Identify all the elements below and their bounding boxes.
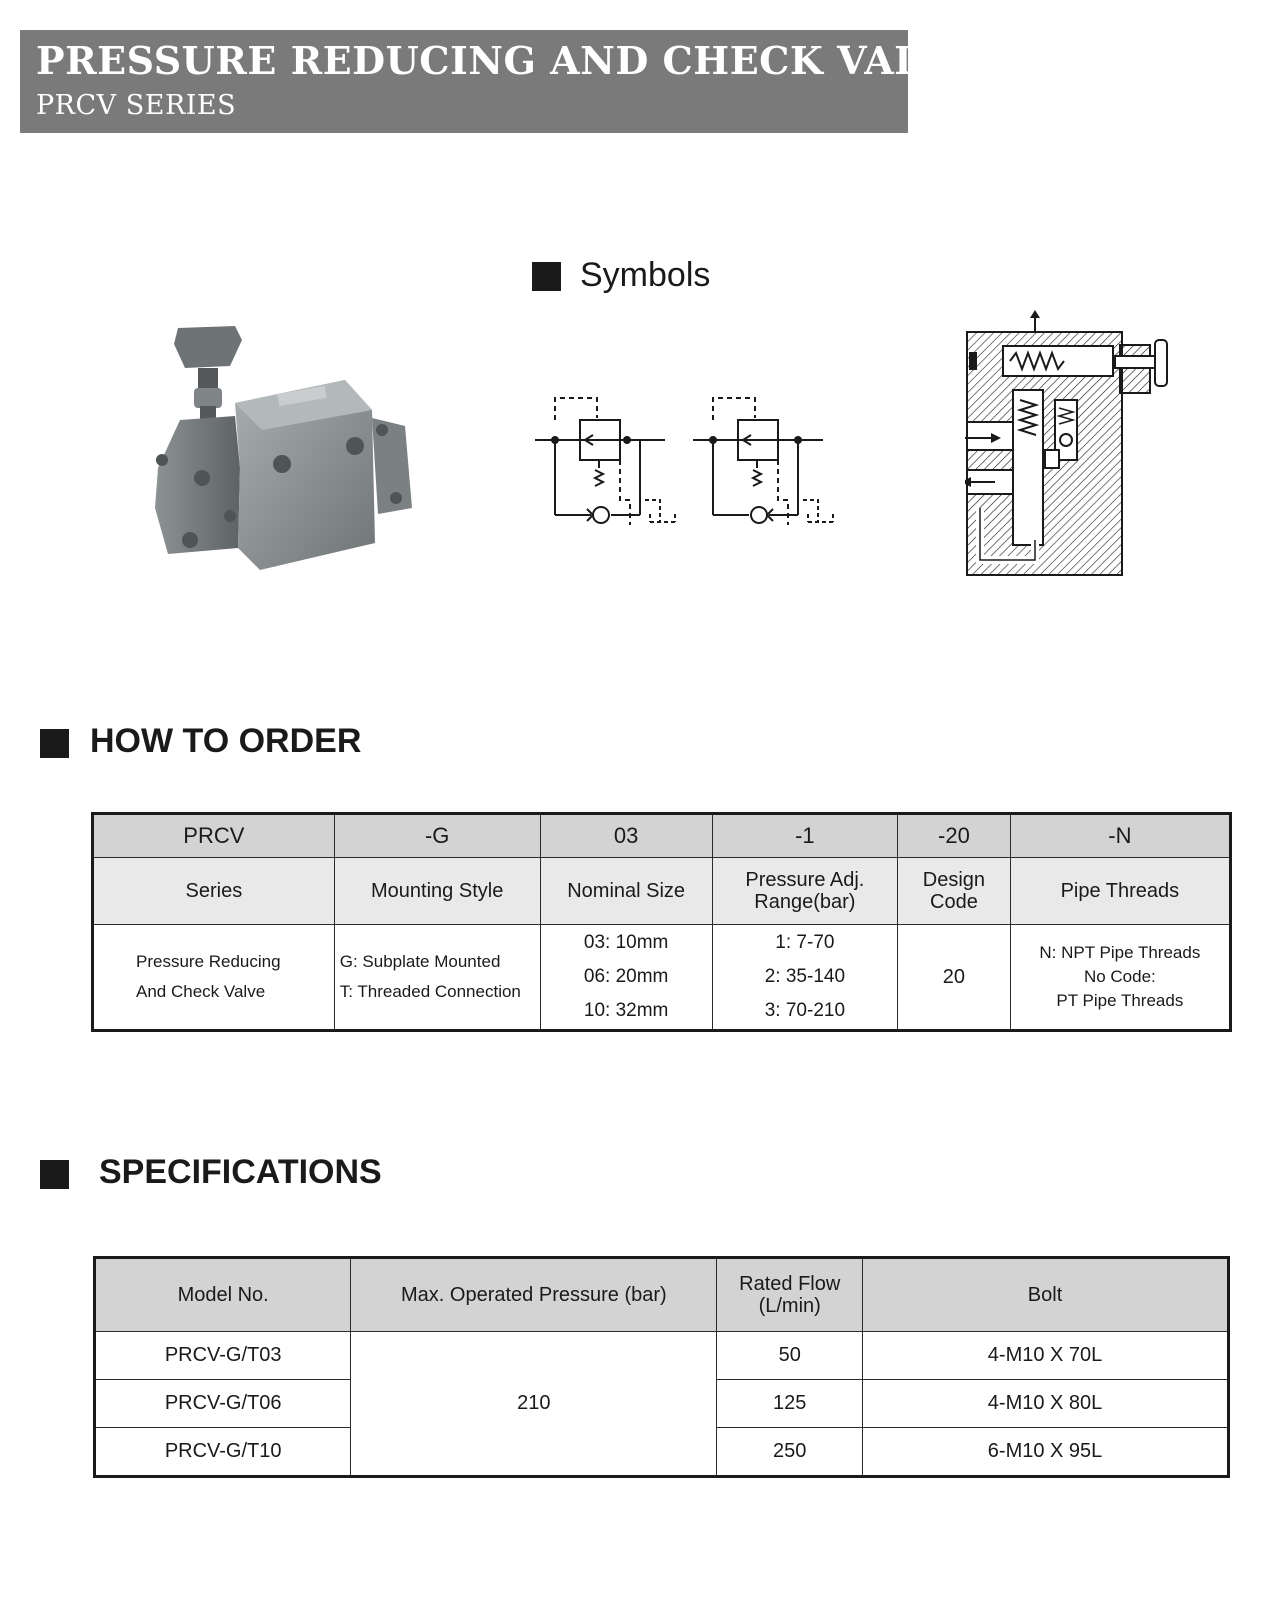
col-bolt: Bolt [863, 1258, 1229, 1332]
header-banner [20, 30, 977, 133]
symbols-heading: Symbols [580, 256, 711, 294]
label-series: Series [93, 858, 335, 925]
valve-photo [150, 318, 430, 588]
series-description: Pressure Reducing And Check Valve [93, 925, 335, 1031]
size-options: 03: 10mm 06: 20mm 10: 32mm [540, 925, 712, 1031]
page-subtitle: PRCV SERIES [36, 90, 237, 121]
how-to-order-heading: HOW TO ORDER [90, 722, 362, 760]
code-pressure: -1 [712, 814, 897, 858]
label-design: Design Code [898, 858, 1011, 925]
bolt-cell: 6-M10 X 95L [863, 1428, 1229, 1477]
code-size: 03 [540, 814, 712, 858]
symbols-bullet-icon [532, 262, 561, 291]
how-to-order-table [91, 812, 1232, 1032]
valve-section-drawing [965, 310, 1200, 590]
specifications-table [93, 1256, 1230, 1478]
mounting-options: G: Subplate Mounted T: Threaded Connection [334, 925, 540, 1031]
thread-options: N: NPT Pipe Threads No Code: PT Pipe Threads [1010, 925, 1230, 1031]
table-row [95, 1332, 1229, 1380]
model-cell: PRCV-G/T06 [95, 1380, 351, 1428]
model-cell: PRCV-G/T10 [95, 1428, 351, 1477]
page-title: PRESSURE REDUCING AND CHECK VALVE [36, 38, 977, 83]
label-threads: Pipe Threads [1010, 858, 1230, 925]
model-cell: PRCV-G/T03 [95, 1332, 351, 1380]
how-to-order-bullet-icon [40, 729, 69, 758]
flow-cell: 250 [717, 1428, 863, 1477]
order-label-row [93, 858, 1231, 925]
order-option-row [93, 925, 1231, 1031]
specifications-heading: SPECIFICATIONS [99, 1153, 382, 1191]
col-flow: Rated Flow (L/min) [717, 1258, 863, 1332]
code-threads: -N [1010, 814, 1230, 858]
code-mounting: -G [334, 814, 540, 858]
bolt-cell: 4-M10 X 70L [863, 1332, 1229, 1380]
max-pressure-cell: 210 [351, 1332, 717, 1477]
bolt-cell: 4-M10 X 80L [863, 1380, 1229, 1428]
flow-cell: 50 [717, 1332, 863, 1380]
label-pressure: Pressure Adj. Range(bar) [712, 858, 897, 925]
col-model: Model No. [95, 1258, 351, 1332]
label-size: Nominal Size [540, 858, 712, 925]
order-code-row [93, 814, 1231, 858]
pressure-options: 1: 7-70 2: 35-140 3: 70-210 [712, 925, 897, 1031]
label-mounting: Mounting Style [334, 858, 540, 925]
code-series: PRCV [93, 814, 335, 858]
flow-cell: 125 [717, 1380, 863, 1428]
hydraulic-symbols [535, 390, 855, 540]
spec-header-row [95, 1258, 1229, 1332]
design-code-value: 20 [898, 925, 1011, 1031]
code-design: -20 [898, 814, 1011, 858]
specifications-bullet-icon [40, 1160, 69, 1189]
col-pressure: Max. Operated Pressure (bar) [351, 1258, 717, 1332]
